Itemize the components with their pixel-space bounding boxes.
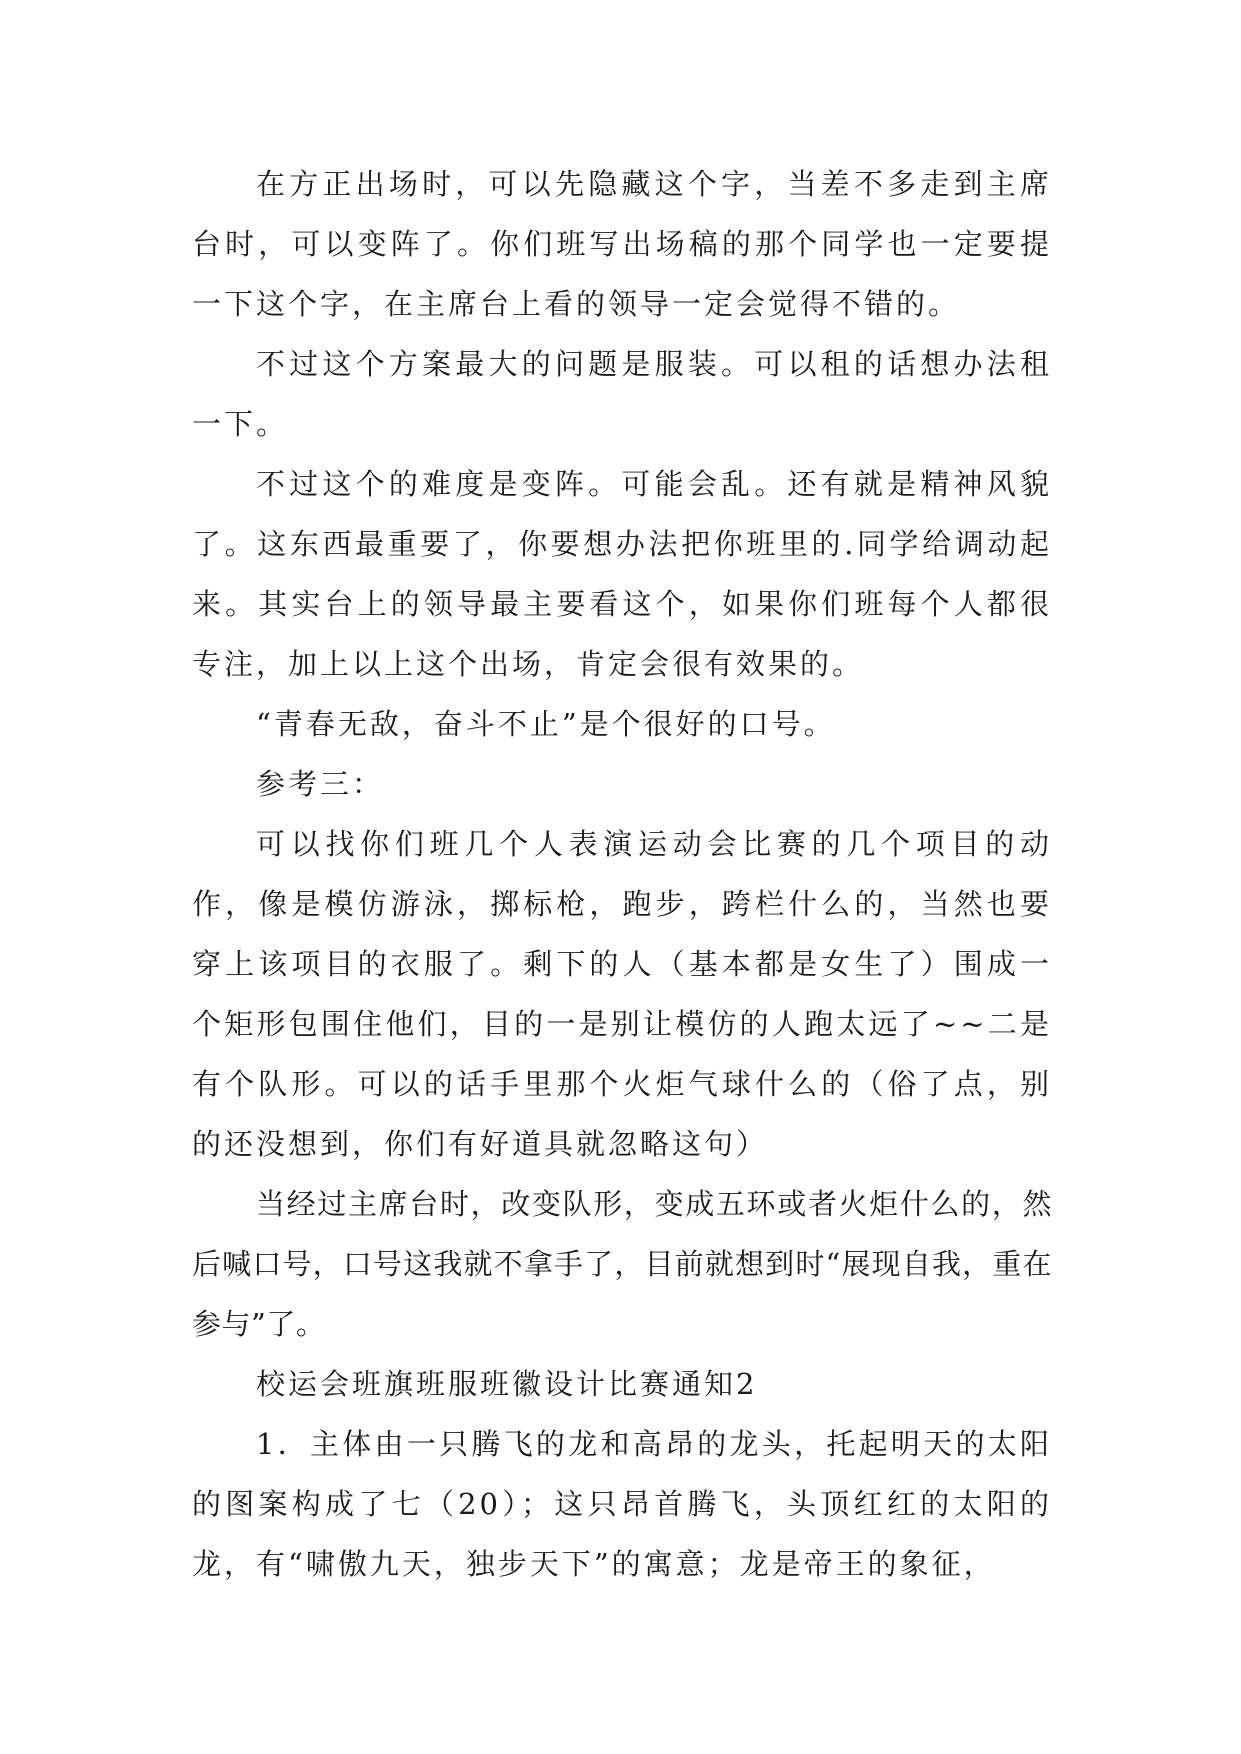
paragraph-notice-title: 校运会班旗班服班徽设计比赛通知2: [256, 1367, 758, 1401]
paragraph-reference-three-heading: 参考三：: [256, 767, 385, 801]
paragraph-sports-performance: 可以找你们班几个人表演运动会比赛的几个项目的动作，像是模仿游泳，掷标枪，跑步，跨栏什么的，当然也要穿上该项目的衣服了。剩下的人（基本都是女生了）围成一个矩形包围住他们，目的一是别让模仿的人跑太远了~~二是有个队形。可以的话手里那个火炬气球什么的（俗了点，别的还没想到，你们有好道具就忽略这句）: [192, 827, 1052, 1161]
paragraph-slogan: “青春无敌，奋斗不止”是个很好的口号。: [256, 707, 836, 741]
document-body: [192, 154, 1052, 1594]
paragraph-change-formation: 当经过主席台时，改变队形，变成五环或者火炬什么的，然后喊口号，口号这我就不拿手了，目前就想到时“展现自我，重在参与”了。: [192, 1187, 1052, 1341]
paragraph-costume-problem: 不过这个方案最大的问题是服装。可以租的话想办法租一下。: [192, 347, 1052, 441]
paragraph-dragon-design: 1．主体由一只腾飞的龙和高昂的龙头，托起明天的太阳的图案构成了七（20）；这只昂首腾飞，头顶红红的太阳的龙，有“啸傲九天，独步天下”的寓意；龙是帝王的象征，: [192, 1427, 1052, 1581]
paragraph-formation-difficulty: 不过这个的难度是变阵。可能会乱。还有就是精神风貌了。这东西最重要了，你要想办法把你班里的.同学给调动起来。其实台上的领导最主要看这个，如果你们班每个人都很专注，加上以上这个出场，肯定会很有效果的。: [192, 467, 1052, 681]
paragraph-reveal-character: 在方正出场时，可以先隐藏这个字，当差不多走到主席台时，可以变阵了。你们班写出场稿的那个同学也一定要提一下这个字，在主席台上看的领导一定会觉得不错的。: [192, 167, 1052, 321]
